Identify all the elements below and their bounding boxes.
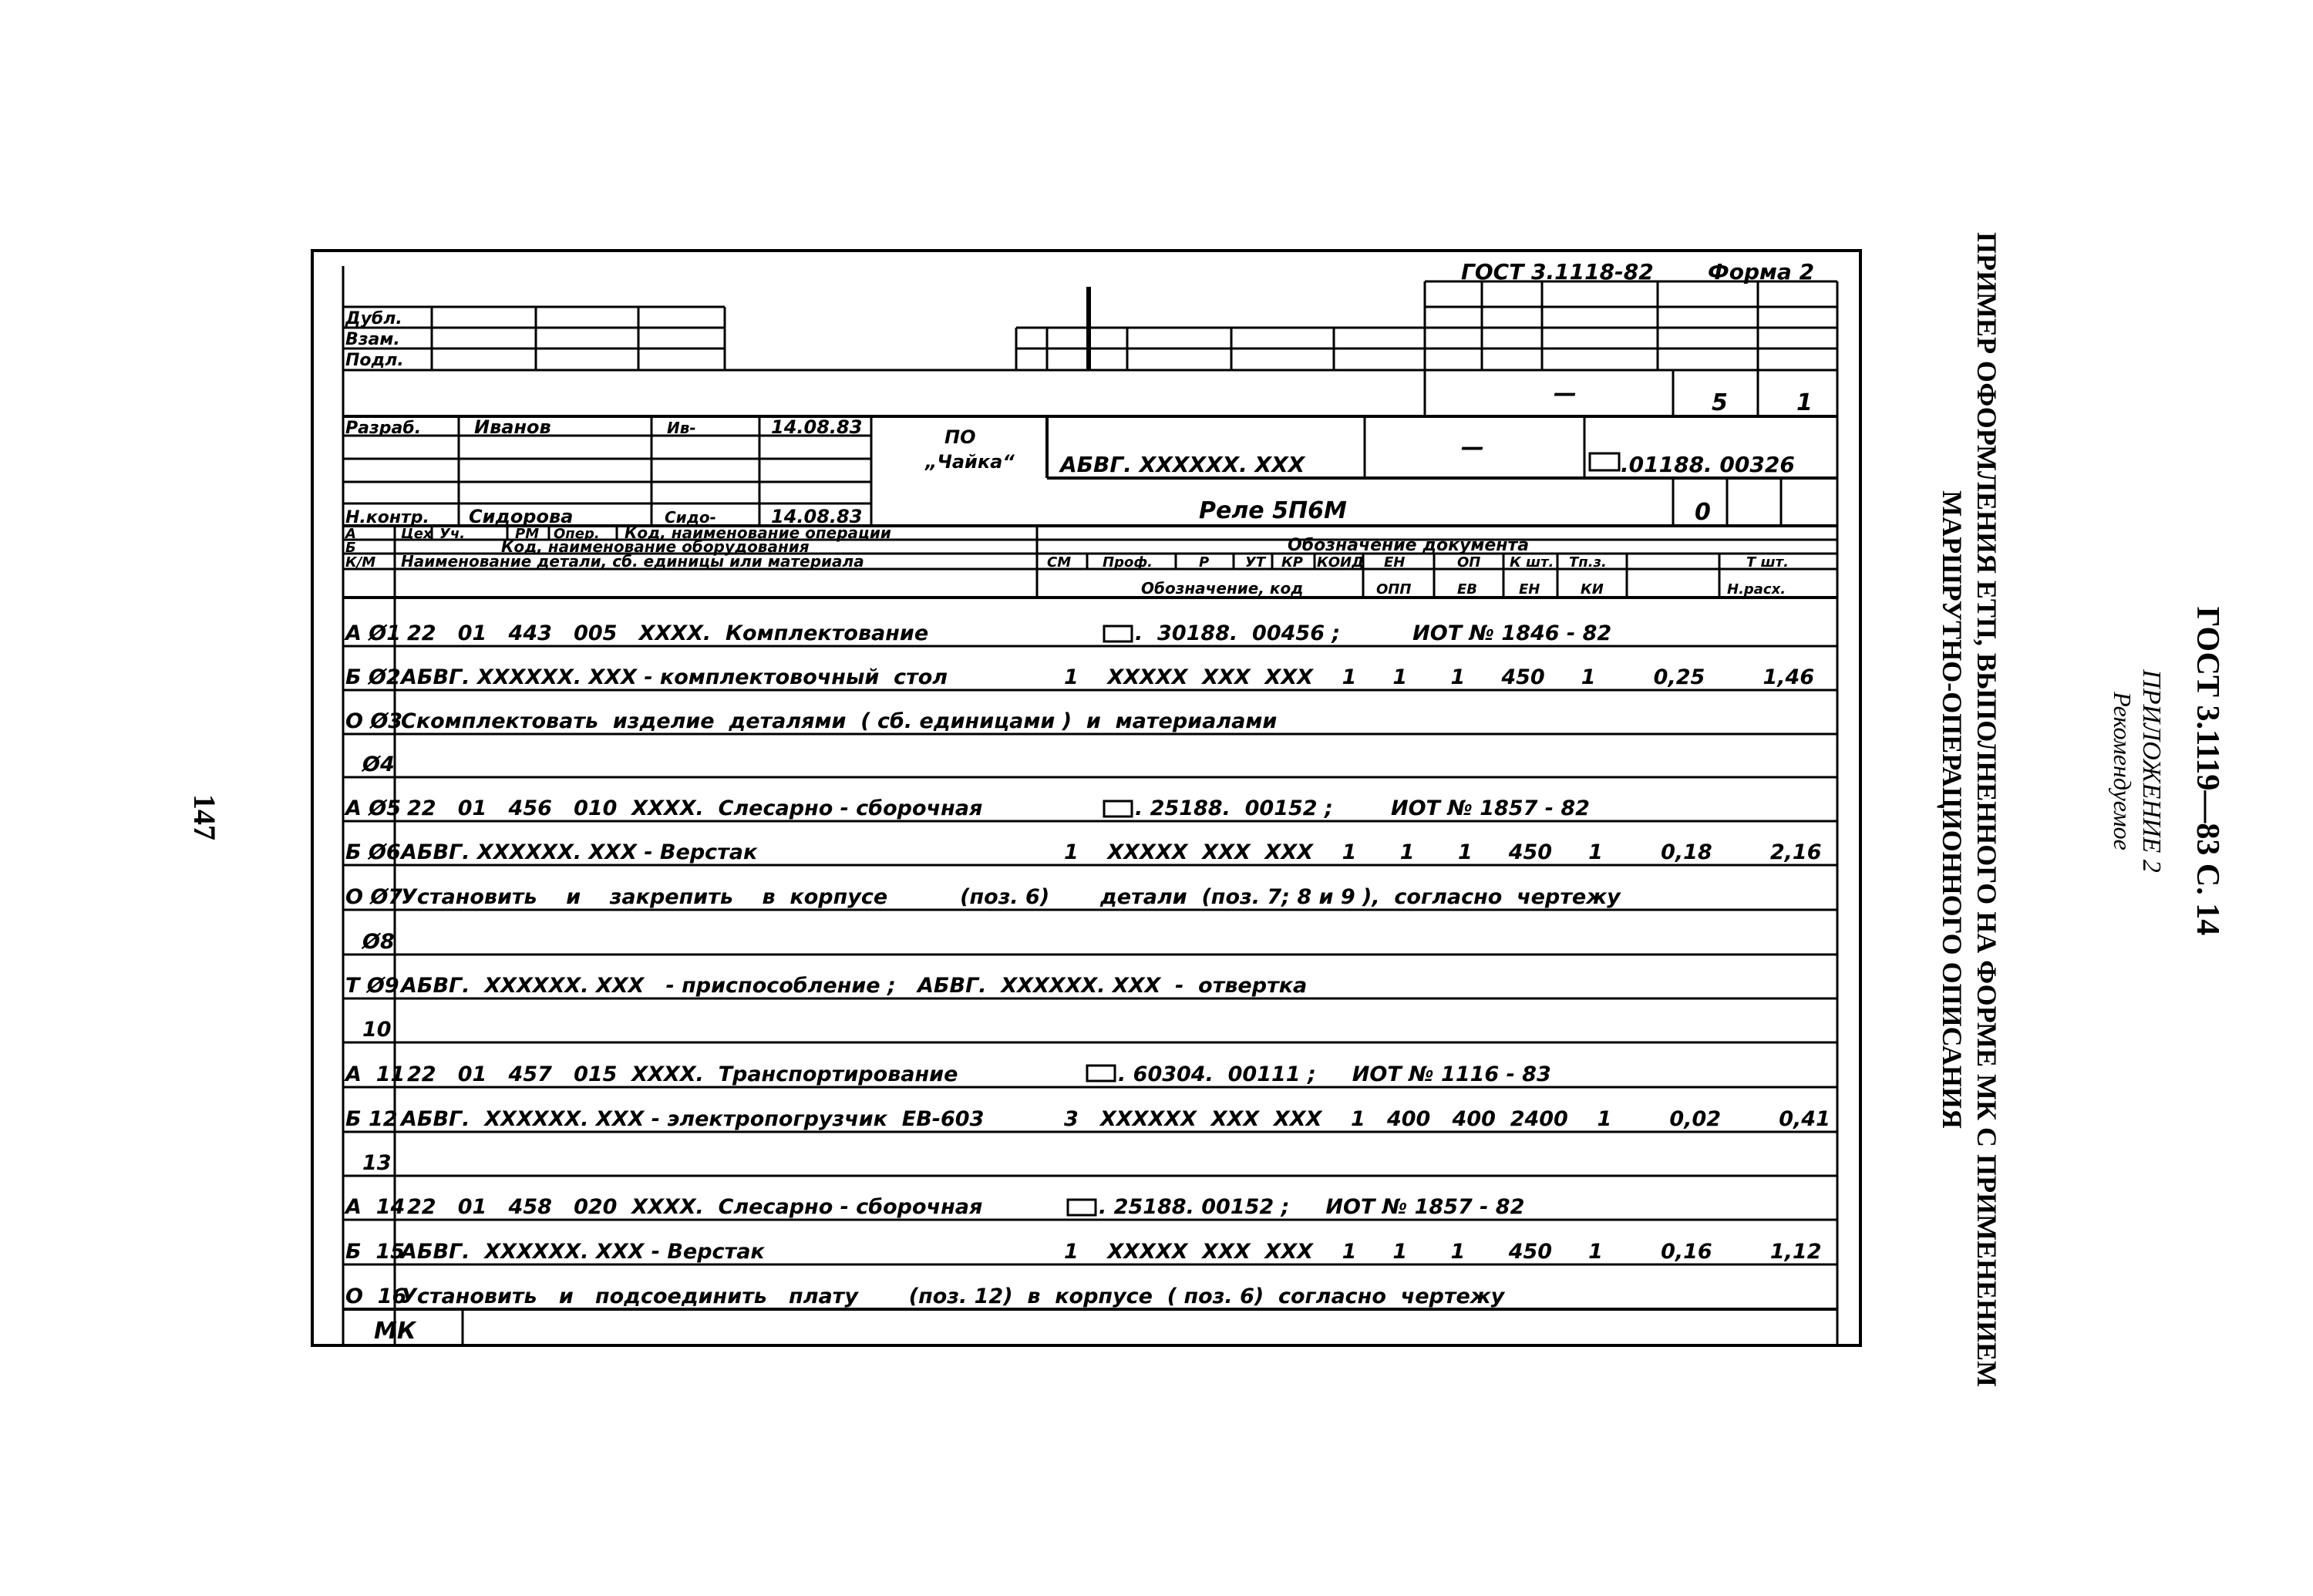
hdr-uch: Уч.: [439, 526, 466, 542]
hdr-ksht: К шт.: [1510, 554, 1554, 571]
nkontr-date: 14.08.83: [771, 506, 863, 527]
hdr-oboz-kod: Обозначение, код: [1141, 579, 1304, 598]
doc-code: АБВГ. XXXXXX. XXX: [1060, 452, 1305, 477]
sheet-number: 5: [1712, 389, 1728, 416]
hdr-ki: КИ: [1581, 581, 1604, 598]
row-left: АБВГ. XXXXXX. XXX - Верстак: [401, 1240, 765, 1264]
row-label: 13: [362, 1151, 392, 1175]
row-left: АБВГ. XXXXXX. XXX - приспособление ; АБВГ. XXXXXX. XXX - отвертка: [401, 974, 1308, 998]
row-left: АБВГ. XXXXXX. XXX - Верстак: [401, 840, 758, 864]
page-number: 147: [187, 794, 222, 840]
row-label: О Ø3: [345, 709, 403, 733]
row-right: 1 XXXXX XXX XXX 1 1 1 450 1 0,18 2,16: [1064, 840, 1822, 864]
hdr-opp: ОПП: [1376, 581, 1412, 598]
hdr-rm: РМ: [515, 526, 540, 542]
label-podl: Подл.: [345, 351, 404, 370]
product-name: Реле 5П6М: [1199, 497, 1347, 524]
title-line-2: МАРШРУТНО-ОПЕРАЦИОННОГО ОПИСАНИЯ: [1937, 490, 1968, 1129]
row-label: Б Ø6: [345, 840, 401, 864]
hdr-oboz-doc: Обозначение документа: [1288, 536, 1530, 555]
hdr-ev: ЕВ: [1457, 581, 1478, 598]
doc-number: .01188. 00326: [1621, 452, 1795, 477]
row-label: 10: [362, 1018, 392, 1042]
row-label: О 16: [345, 1285, 407, 1308]
hdr-naim: Наименование детали, сб. единицы или материала: [401, 552, 864, 571]
footer-mk: МК: [374, 1318, 416, 1345]
hdr-en2: ЕН: [1519, 581, 1540, 598]
dash-mid: —: [1461, 434, 1484, 461]
row-right: . 30188. 00456 ; ИОТ № 1846 - 82: [1135, 621, 1612, 645]
hdr-koid: КОИД: [1317, 554, 1365, 571]
hdr-nrash: Н.расх.: [1727, 581, 1786, 598]
hdr-oper: Опер.: [554, 526, 600, 542]
label-dubl: Дубл.: [345, 309, 402, 328]
row-right: 3 XXXXXX XXX XXX 1 400 400 2400 1 0,02 0,41: [1064, 1107, 1830, 1131]
hdr-tsht: Т шт.: [1746, 554, 1789, 571]
form-gost: ГОСТ 3.1118-82: [1461, 259, 1654, 285]
row-right: . 25188. 00152 ; ИОТ № 1857 - 82: [1099, 1195, 1525, 1219]
hdr-r: Р: [1199, 554, 1210, 571]
hdr-en: ЕН: [1384, 554, 1406, 571]
row-left: Скомплектовать изделие деталями ( сб. единицами ) и материалами: [401, 709, 1278, 733]
row-right: 1 XXXXX XXX XXX 1 1 1 450 1 0,25 1,46: [1064, 665, 1815, 689]
row-left: 22 01 458 020 XXXX. Слесарно - сборочная: [407, 1195, 983, 1219]
razrab-date: 14.08.83: [771, 416, 863, 438]
row-left: Установить и подсоединить плату (поз. 12) в корпусе ( поз. 6) согласно чертежу: [401, 1285, 1505, 1308]
row-left: 22 01 457 015 XXXX. Транспортирование: [407, 1062, 958, 1086]
hdr-prof: Проф.: [1103, 554, 1153, 571]
hdr-km: К/М: [345, 554, 376, 571]
hdr-kr: КР: [1281, 554, 1303, 571]
row-label: А 11: [345, 1062, 406, 1086]
razrab-name: Иванов: [474, 416, 551, 438]
row-left: 22 01 443 005 XXXX. Комплектование: [407, 621, 929, 645]
sheets-total: 1: [1796, 389, 1813, 416]
form-text: [344, 259, 1830, 1345]
row-left: АБВГ. XXXXXX. XXX - комплектовочный стол: [401, 665, 948, 689]
appendix-label: ПРИЛОЖЕНИЕ 2: [2137, 669, 2166, 873]
row-label: Б 15: [345, 1240, 405, 1264]
hdr-op: ОП: [1457, 554, 1481, 571]
hdr-b: Б: [345, 540, 356, 556]
hdr-ut: УТ: [1245, 554, 1266, 571]
row-right: 1 XXXXX XXX XXX 1 1 1 450 1 0,16 1,12: [1064, 1240, 1822, 1264]
row-label: Ø8: [362, 930, 395, 954]
org-line-2: „Чайка“: [925, 451, 1015, 473]
hdr-tpz: Тп.з.: [1569, 554, 1607, 571]
row-label: Т Ø9: [345, 974, 399, 998]
hdr-tseh: Цех: [401, 526, 433, 542]
org-line-1: ПО: [944, 426, 976, 448]
nkontr-signature: Сидо-: [665, 508, 716, 527]
row-right: . 60304. 00111 ; ИОТ № 1116 - 83: [1118, 1062, 1551, 1086]
razrab-signature: Ив-: [667, 419, 696, 437]
row-label: А 14: [345, 1195, 406, 1219]
label-razrab: Разраб.: [345, 419, 422, 438]
hdr-kod-oper: Код, наименование операции: [625, 524, 891, 542]
row-label: О Ø7: [345, 885, 403, 909]
row-label: Ø4: [362, 753, 395, 776]
label-vzam: Взам.: [345, 330, 400, 349]
row-left: АБВГ. XXXXXX. XXX - электропогрузчик ЕВ-603: [401, 1107, 985, 1131]
table-rows: [344, 621, 1830, 1308]
form-number: Форма 2: [1708, 259, 1815, 285]
title-line-1: ПРИМЕР ОФОРМЛЕНИЯ ЕТП, ВЫПОЛНЕННОГО НА ФОРМЕ МК С ПРИМЕНЕНИЕМ: [1971, 231, 2002, 1388]
row-label: А Ø1: [345, 621, 402, 645]
gost-reference: ГОСТ 3.1119—83 С. 14: [2190, 606, 2225, 936]
hdr-kod-obor: Код, наименование оборудования: [501, 537, 810, 556]
row-right: . 25188. 00152 ; ИОТ № 1857 - 82: [1135, 796, 1590, 820]
dash-top: —: [1554, 380, 1577, 407]
row-left: 22 01 456 010 XXXX. Слесарно - сборочная: [407, 796, 983, 820]
recommended-label: Рекомендуемое: [2109, 692, 2136, 850]
hdr-sm: СМ: [1047, 554, 1072, 571]
zero-code: 0: [1695, 499, 1711, 526]
row-label: Б Ø2: [345, 665, 401, 689]
nkontr-name: Сидорова: [469, 506, 574, 527]
row-left: Установить и закрепить в корпусе (поз. 6) детали (поз. 7; 8 и 9 ), согласно чертежу: [401, 885, 1621, 909]
row-label: Б 12: [345, 1107, 398, 1131]
row-label: А Ø5: [345, 796, 402, 820]
side-titles: [1937, 232, 2225, 1387]
hdr-a: А: [345, 526, 356, 542]
label-nkontr: Н.контр.: [345, 508, 429, 527]
